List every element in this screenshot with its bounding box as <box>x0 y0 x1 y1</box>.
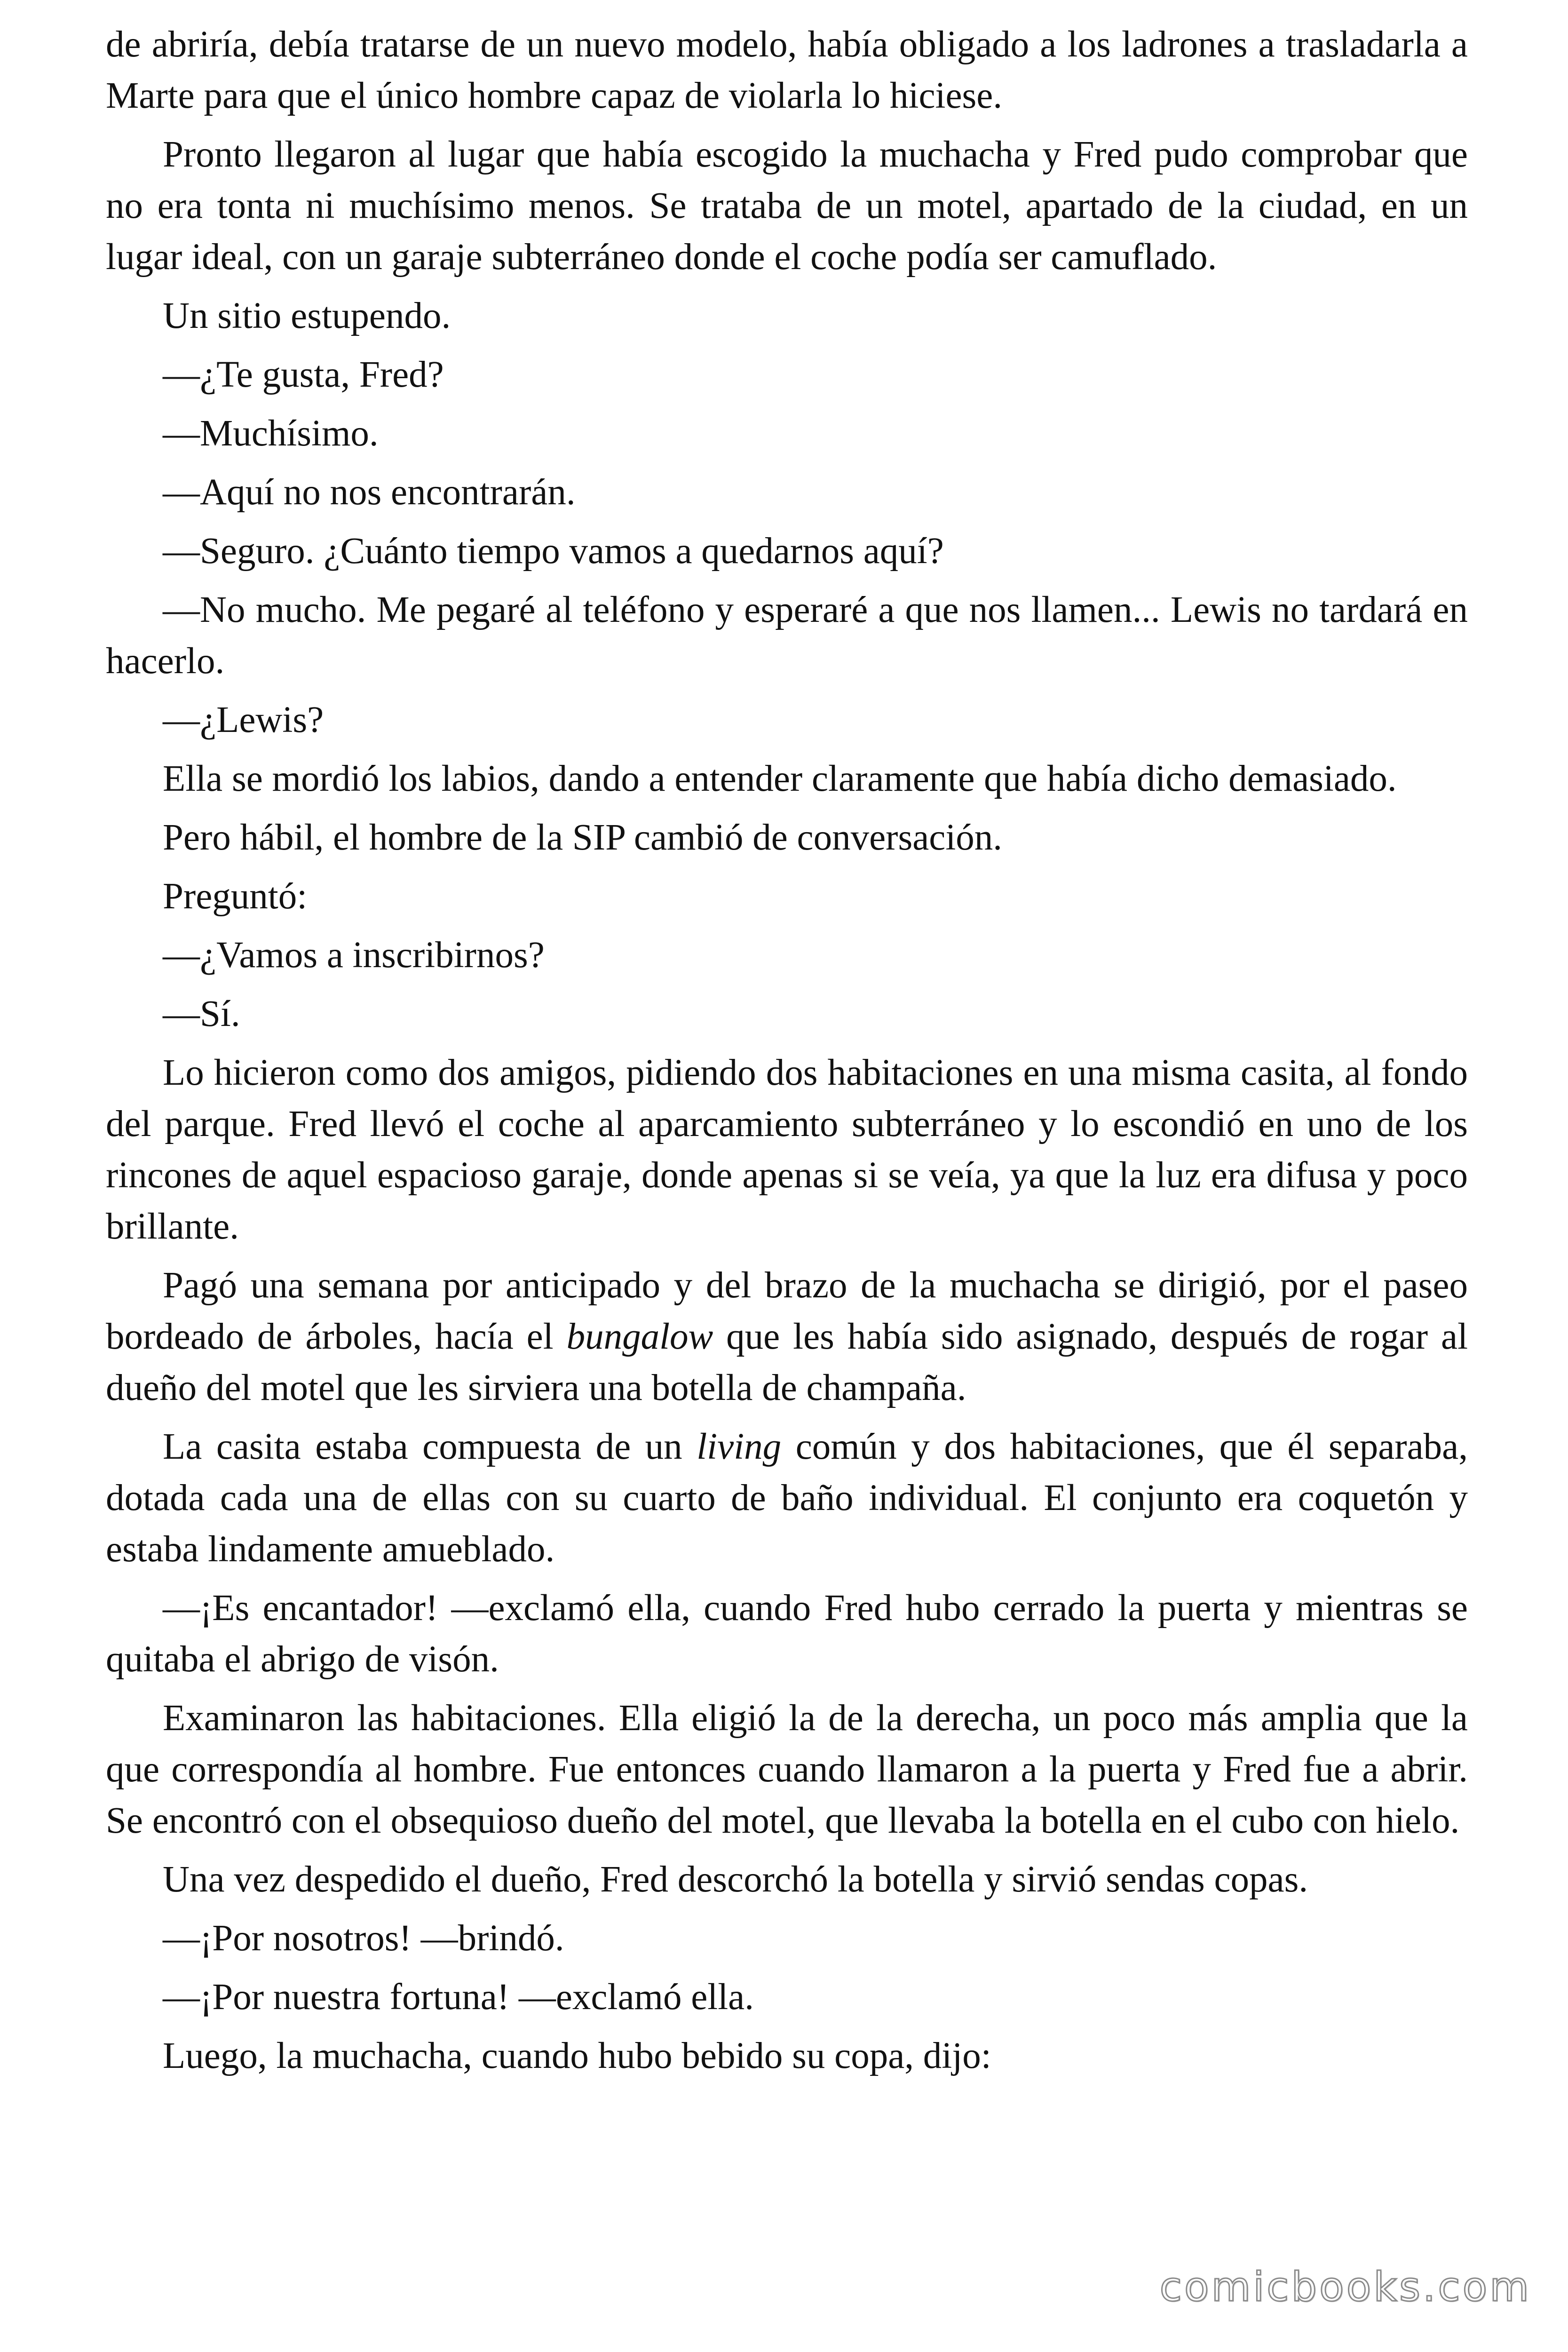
paragraph <box>106 871 1468 922</box>
text-run: Un sitio estupendo. <box>163 295 451 336</box>
text-run: —Seguro. ¿Cuánto tiempo vamos a quedarnos aquí? <box>163 531 944 572</box>
text-run: que les había sido asignado, después de rogar al dueño del motel que les sirviera una botella de champaña. <box>106 1316 1468 1408</box>
paragraph <box>106 694 1468 746</box>
paragraph <box>106 2030 1468 2082</box>
paragraph <box>106 1854 1468 1905</box>
text-run: común y dos habitaciones, que él separaba, dotada cada una de ellas con su cuarto de baño individual. El conjunto era coquetón y estaba lindamente amueblado. <box>106 1426 1468 1570</box>
page-text <box>106 19 1468 2089</box>
paragraph <box>106 1047 1468 1252</box>
paragraph <box>106 930 1468 981</box>
italic-text: bungalow <box>566 1316 713 1357</box>
text-run: Preguntó: <box>163 876 308 917</box>
text-run: —Sí. <box>163 993 240 1034</box>
paragraph <box>106 525 1468 577</box>
paragraph <box>106 753 1468 804</box>
text-run: —No mucho. Me pegaré al teléfono y esperaré a que nos llamen... Lewis no tardará en hacerlo. <box>106 589 1468 682</box>
text-run: —¡Por nuestra fortuna! —exclamó ella. <box>163 1977 754 2018</box>
text-run: Examinaron las habitaciones. Ella eligió la de la derecha, un poco más amplia que la que correspondía al hombre. Fue entonces cuando llamaron a la puerta y Fred fue a abrir. Se encontró con el obsequioso dueño del motel, que llevaba la botella en el cubo con hielo. <box>106 1698 1468 1841</box>
paragraph <box>106 349 1468 400</box>
text-run: —¡Por nosotros! —brindó. <box>163 1918 564 1959</box>
paragraph <box>106 467 1468 518</box>
text-run: —¿Lewis? <box>163 699 324 740</box>
watermark-text: comicbooks.com <box>1159 2264 1531 2311</box>
paragraph <box>106 1260 1468 1414</box>
paragraph <box>106 1913 1468 1964</box>
text-run: —Aquí no nos encontrarán. <box>163 472 576 513</box>
text-run: Ella se mordió los labios, dando a entender claramente que había dicho demasiado. <box>163 758 1397 799</box>
text-run: La casita estaba compuesta de un <box>163 1426 697 1467</box>
paragraph <box>106 129 1468 283</box>
paragraph <box>106 1582 1468 1685</box>
italic-text: living <box>697 1426 782 1467</box>
paragraph <box>106 19 1468 121</box>
paragraph <box>106 584 1468 687</box>
text-run: —Muchísimo. <box>163 413 379 454</box>
paragraph <box>106 812 1468 863</box>
text-run: Lo hicieron como dos amigos, pidiendo dos habitaciones en una misma casita, al fondo del parque. Fred llevó el coche al aparcamiento subterráneo y lo escondió en uno de los rincones de aquel espacioso garaje, donde apenas si se veía, ya que la luz era difusa y poco brillante. <box>106 1052 1468 1247</box>
paragraph <box>106 408 1468 459</box>
text-run: Pagó una semana por anticipado y del brazo de la muchacha se dirigió, por el paseo bordeado de árboles, hacía el <box>106 1265 1468 1357</box>
text-run: —¡Es encantador! —exclamó ella, cuando Fred hubo cerrado la puerta y mientras se quitaba el abrigo de visón. <box>106 1588 1468 1680</box>
paragraph <box>106 1421 1468 1575</box>
paragraph <box>106 290 1468 342</box>
paragraph <box>106 1971 1468 2023</box>
text-run: Pero hábil, el hombre de la SIP cambió de conversación. <box>163 817 1003 858</box>
paragraph <box>106 1692 1468 1846</box>
paragraph <box>106 988 1468 1040</box>
text-run: —¿Te gusta, Fred? <box>163 354 444 395</box>
text-run: Luego, la muchacha, cuando hubo bebido su copa, dijo: <box>163 2035 991 2076</box>
text-run: Una vez despedido el dueño, Fred descorchó la botella y sirvió sendas copas. <box>163 1859 1308 1900</box>
text-run: de abriría, debía tratarse de un nuevo modelo, había obligado a los ladrones a trasladarla a Marte para que el único hombre capaz de violarla lo hiciese. <box>106 24 1468 116</box>
text-run: —¿Vamos a inscribirnos? <box>163 935 545 976</box>
text-run: Pronto llegaron al lugar que había escogido la muchacha y Fred pudo comprobar que no era tonta ni muchísimo menos. Se trataba de un motel, apartado de la ciudad, en un lugar ideal, con un garaje subterráneo donde el coche podía ser camuflado. <box>106 134 1468 278</box>
